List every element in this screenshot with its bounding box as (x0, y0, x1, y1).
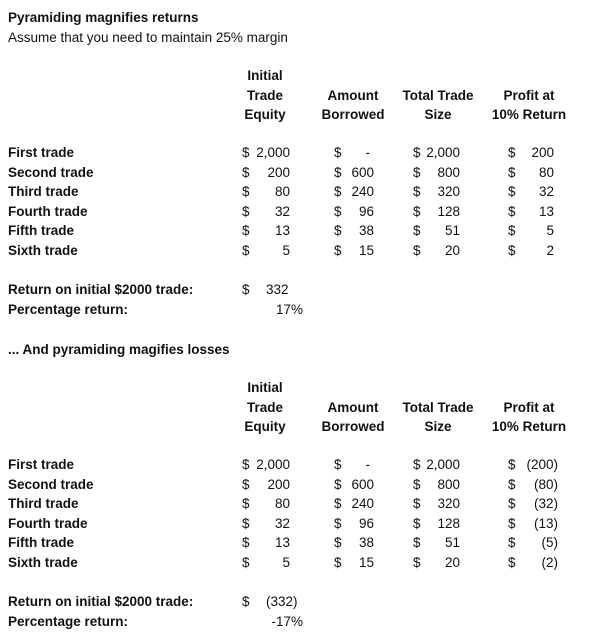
currency-symbol: $ (508, 496, 516, 511)
cell-size: 320 (437, 184, 460, 199)
currency-symbol: $ (334, 164, 342, 180)
column-header-profit: Profit at (503, 399, 555, 415)
currency-symbol: $ (508, 554, 516, 570)
return-value: 332 (266, 282, 289, 297)
currency-symbol: $ (334, 203, 342, 219)
percentage-label: Percentage return: (8, 301, 129, 317)
cell-equity: 13 (274, 535, 290, 550)
currency-symbol: $ (334, 242, 342, 258)
row-label: Fifth trade (8, 535, 74, 550)
column-header-profit: Profit at (503, 87, 555, 103)
cell-equity: 200 (267, 476, 290, 492)
currency-symbol: $ (508, 535, 516, 550)
currency-symbol: $ (334, 515, 342, 531)
cell-borrowed: - (365, 145, 370, 160)
currency-symbol: $ (413, 184, 421, 199)
currency-symbol: $ (334, 457, 342, 472)
cell-size: 51 (444, 535, 460, 550)
title: Pyramiding magnifies returns (8, 10, 199, 25)
column-header-size: Total Trade (402, 87, 474, 103)
column-header-borrowed: Borrowed (321, 419, 385, 434)
row-label: Fifth trade (8, 223, 74, 238)
cell-size: 320 (437, 496, 460, 511)
currency-symbol: $ (508, 145, 516, 160)
cell-borrowed: 600 (351, 164, 374, 180)
cell-equity: 2,000 (256, 145, 290, 160)
column-header-equity: Trade (246, 87, 284, 103)
currency-symbol: $ (242, 164, 250, 180)
cell-profit: 13 (538, 203, 554, 219)
column-header-equity: Trade (246, 399, 284, 415)
percentage-value: 17% (275, 301, 303, 317)
currency-symbol: $ (334, 145, 342, 160)
currency-symbol: $ (413, 515, 421, 531)
column-header-size: Size (424, 107, 452, 122)
currency-symbol: $ (508, 476, 516, 492)
currency-symbol: $ (413, 145, 421, 160)
column-header-equity: Equity (244, 107, 286, 122)
cell-size: 128 (437, 515, 460, 531)
currency-symbol: $ (334, 476, 342, 492)
row-label: Third trade (8, 496, 79, 511)
cell-equity: 2,000 (256, 457, 290, 472)
cell-profit: 200 (531, 145, 554, 160)
column-header-borrowed: Amount (327, 87, 379, 103)
cell-size: 2,000 (426, 457, 460, 472)
currency-symbol: $ (334, 496, 342, 511)
currency-symbol: $ (508, 515, 516, 531)
currency-symbol: $ (508, 457, 516, 472)
currency-symbol: $ (413, 476, 421, 492)
cell-borrowed: 15 (358, 554, 374, 570)
row-label: Second trade (8, 476, 94, 492)
cell-profit: 80 (538, 164, 554, 180)
cell-profit: (5) (541, 535, 558, 550)
row-label: Sixth trade (8, 242, 78, 258)
row-label: Third trade (8, 184, 79, 199)
currency-symbol: $ (242, 184, 250, 199)
currency-symbol: $ (242, 223, 250, 238)
currency-symbol: $ (242, 496, 250, 511)
cell-profit: (80) (533, 476, 558, 492)
currency-symbol: $ (334, 223, 342, 238)
row-label: Fourth trade (8, 515, 88, 531)
cell-profit: (13) (533, 515, 558, 531)
cell-size: 20 (444, 554, 460, 570)
cell-profit: 2 (546, 242, 554, 258)
currency-symbol: $ (242, 554, 250, 570)
cell-equity: 80 (274, 496, 290, 511)
cell-equity: 5 (282, 554, 290, 570)
currency-symbol: $ (242, 145, 250, 160)
cell-profit: (2) (541, 554, 558, 570)
cell-size: 128 (437, 203, 460, 219)
cell-size: 800 (437, 476, 460, 492)
cell-borrowed: 240 (351, 184, 374, 199)
column-header-equity: Initial (247, 68, 283, 83)
column-header-equity: Initial (247, 380, 283, 395)
percentage-label: Percentage return: (8, 613, 129, 629)
currency-symbol: $ (413, 223, 421, 238)
column-header-size: Size (424, 419, 452, 434)
currency-symbol: $ (413, 554, 421, 570)
currency-symbol: $ (242, 535, 250, 550)
currency-symbol: $ (242, 282, 250, 297)
currency-symbol: $ (242, 515, 250, 531)
row-label: First trade (8, 457, 75, 472)
cell-borrowed: 240 (351, 496, 374, 511)
currency-symbol: $ (413, 242, 421, 258)
currency-symbol: $ (413, 164, 421, 180)
currency-symbol: $ (242, 242, 250, 258)
currency-symbol: $ (242, 476, 250, 492)
cell-size: 51 (444, 223, 460, 238)
currency-symbol: $ (508, 223, 516, 238)
row-label: Fourth trade (8, 203, 88, 219)
row-label: Second trade (8, 164, 94, 180)
cell-equity: 32 (274, 515, 290, 531)
return-value: (332) (266, 594, 298, 609)
cell-equity: 200 (267, 164, 290, 180)
cell-size: 2,000 (426, 145, 460, 160)
subtitle: Assume that you need to maintain 25% margin (8, 30, 288, 45)
cell-equity: 32 (274, 203, 290, 219)
cell-size: 800 (437, 164, 460, 180)
cell-equity: 5 (282, 242, 290, 258)
currency-symbol: $ (334, 184, 342, 199)
column-header-profit: 10% Return (491, 107, 567, 122)
currency-symbol: $ (413, 535, 421, 550)
row-label: First trade (8, 145, 75, 160)
column-header-equity: Equity (244, 419, 286, 434)
cell-profit: (200) (526, 457, 558, 472)
currency-symbol: $ (508, 184, 516, 199)
section-2-title: ... And pyramiding magifies losses (8, 342, 230, 357)
cell-borrowed: 600 (351, 476, 374, 492)
currency-symbol: $ (242, 203, 250, 219)
cell-profit: 5 (546, 223, 554, 238)
cell-borrowed: 38 (358, 223, 374, 238)
currency-symbol: $ (413, 203, 421, 219)
cell-borrowed: 38 (358, 535, 374, 550)
cell-profit: 32 (538, 184, 554, 199)
currency-symbol: $ (508, 242, 516, 258)
cell-borrowed: 15 (358, 242, 374, 258)
column-header-size: Total Trade (402, 399, 474, 415)
currency-symbol: $ (508, 164, 516, 180)
cell-size: 20 (444, 242, 460, 258)
return-label: Return on initial $2000 trade: (8, 282, 194, 297)
cell-equity: 80 (274, 184, 290, 199)
currency-symbol: $ (413, 496, 421, 511)
cell-equity: 13 (274, 223, 290, 238)
currency-symbol: $ (508, 203, 516, 219)
row-label: Sixth trade (8, 554, 78, 570)
cell-borrowed: 96 (358, 203, 374, 219)
currency-symbol: $ (413, 457, 421, 472)
currency-symbol: $ (242, 457, 250, 472)
cell-borrowed: 96 (358, 515, 374, 531)
cell-borrowed: - (365, 457, 370, 472)
percentage-value: -17% (271, 613, 303, 629)
column-header-borrowed: Borrowed (321, 107, 385, 122)
return-label: Return on initial $2000 trade: (8, 594, 194, 609)
column-header-profit: 10% Return (491, 419, 567, 434)
currency-symbol: $ (334, 535, 342, 550)
column-header-borrowed: Amount (327, 399, 379, 415)
currency-symbol: $ (334, 554, 342, 570)
cell-profit: (32) (533, 496, 558, 511)
currency-symbol: $ (242, 594, 250, 609)
